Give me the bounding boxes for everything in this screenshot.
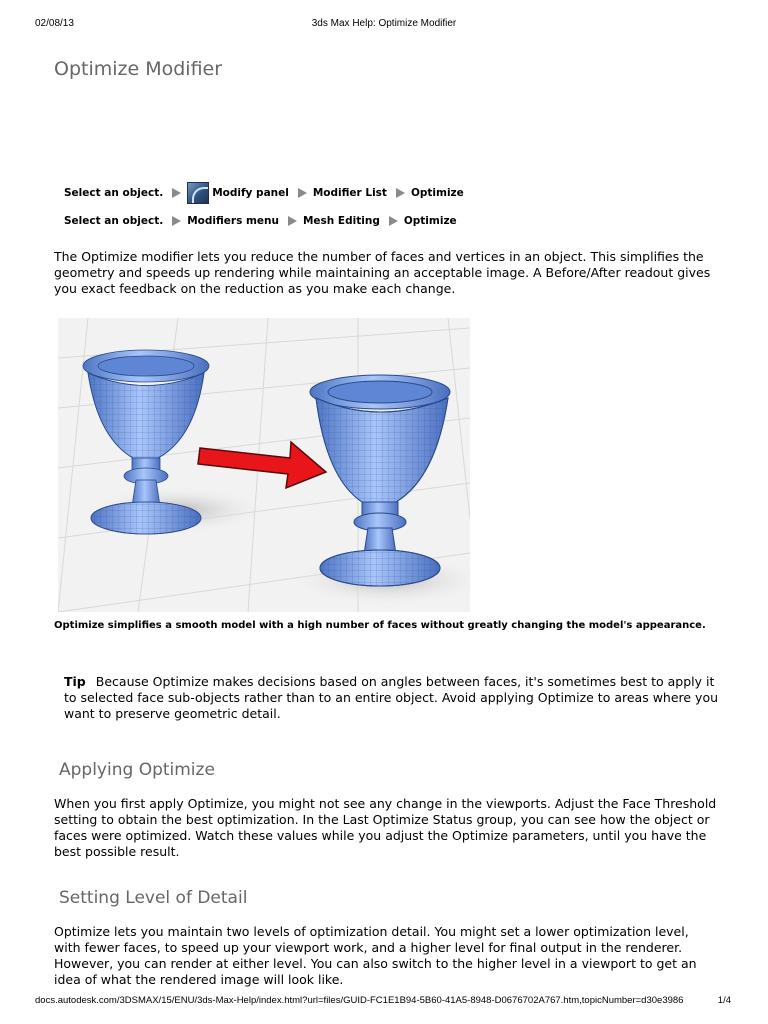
path-step: Modifier List (312, 187, 387, 199)
applying-paragraph: When you first apply Optimize, you might not see any change in the viewports. Adjust the Face Threshold setting to obtain the best optimization. In the Last Optimize Status group, you can see how the object or faces were optimized. Watch these values while you adjust the Optimize parameters, until you have the best possible result. (54, 796, 717, 859)
tip-label: Tip (64, 674, 86, 689)
intro-paragraph: The Optimize modifier lets you reduce the number of faces and vertices in an object. This simplifies the geometry and speeds up rendering while maintaining an acceptable image. A Before/After readout gives you exact feedback on the reduction as you make each change. (54, 249, 711, 296)
path-step: Select an object. (64, 187, 164, 199)
print-page-title: 3ds Max Help: Optimize Modifier (311, 18, 457, 29)
page-number: 1/4 (717, 995, 731, 1006)
breadcrumb-arrow-icon (172, 216, 181, 226)
section-heading-level-of-detail: Setting Level of Detail (59, 888, 248, 908)
path-step: Modify panel (212, 187, 289, 199)
modify-panel-icon (187, 182, 209, 204)
command-panel-path (64, 180, 464, 206)
path-step: Modifiers menu (187, 215, 279, 227)
print-footer (35, 995, 733, 1009)
figure-caption: Optimize simplifies a smooth model with a high number of faces without greatly changing the model's appearance. (54, 620, 706, 631)
breadcrumb-arrow-icon (389, 216, 398, 226)
optimize-figure (58, 318, 470, 612)
print-date: 02/08/13 (35, 18, 74, 29)
path-step: Select an object. (64, 215, 164, 227)
breadcrumb-arrow-icon (298, 188, 307, 198)
section-heading-applying: Applying Optimize (59, 760, 215, 780)
tip-note (64, 674, 724, 722)
page-url: docs.autodesk.com/3DSMAX/15/ENU/3ds-Max-Help/index.html?url=files/GUID-FC1E1B94-5B60-41A5-8948-D0676702A767.htm,topicNumber=d30e3986 (35, 995, 684, 1006)
urn-illustration (58, 318, 470, 612)
breadcrumb-arrow-icon (172, 188, 181, 198)
print-header (35, 18, 733, 32)
breadcrumb-arrow-icon (396, 188, 405, 198)
breadcrumb-arrow-icon (288, 216, 297, 226)
path-step: Optimize (410, 187, 464, 199)
menu-bar-path (64, 212, 457, 230)
path-step: Mesh Editing (302, 215, 380, 227)
tip-text: Because Optimize makes decisions based on angles between faces, it's sometimes best to apply it to selected face sub-objects rather than to an entire object. Avoid applying Optimize to areas where you want to preserve geometric detail. (64, 674, 719, 721)
page-title: Optimize Modifier (54, 58, 223, 80)
urn-after (310, 375, 450, 586)
path-step: Optimize (403, 215, 457, 227)
level-of-detail-paragraph: Optimize lets you maintain two levels of optimization detail. You might set a lower optimization level, with fewer faces, to speed up your viewport work, and a higher level for final output in the renderer. However, you can render at either level. You can also switch to the higher level in a viewport to get an idea of what the rendered image will look like. (54, 924, 697, 987)
